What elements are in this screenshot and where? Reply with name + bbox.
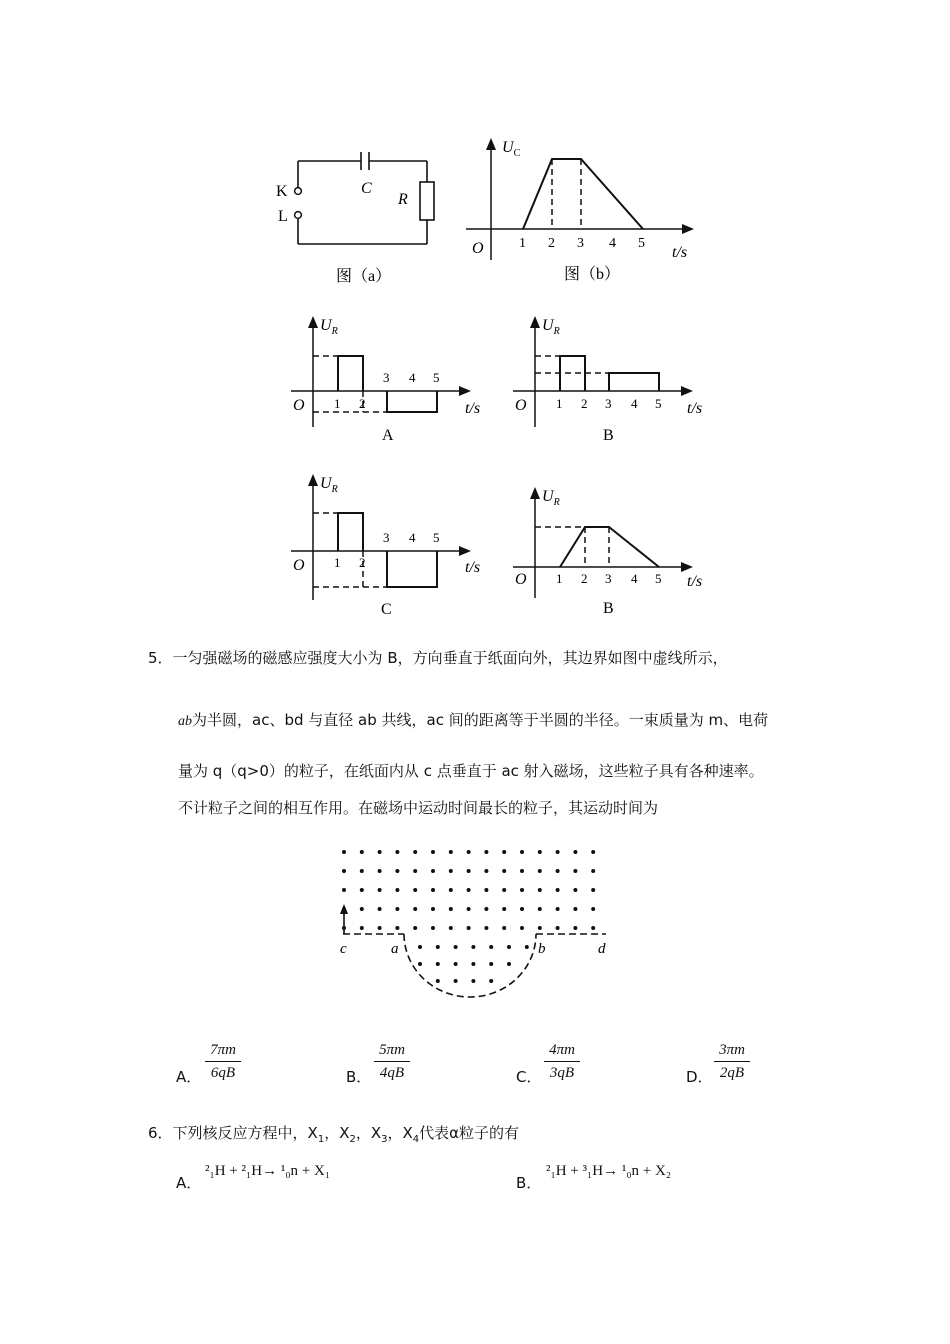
graph-a-tick-4: 4 (409, 370, 416, 385)
q6-x1-sub: 1 (317, 1134, 325, 1145)
field-dot (556, 869, 560, 873)
field-dot (436, 962, 440, 966)
graph-b-origin: O (515, 397, 527, 414)
field-dot (573, 907, 577, 911)
field-dot (484, 850, 488, 854)
field-dot (413, 907, 417, 911)
q5-arc-label: ab (178, 714, 192, 729)
graph-a-tick-1: 1 (334, 396, 341, 411)
graph-a-y-label: $U_R$ (320, 317, 338, 337)
field-dot (360, 926, 364, 930)
field-dot (467, 869, 471, 873)
q5-label-d: d (598, 941, 606, 957)
tick-4: 4 (609, 236, 616, 251)
field-dot (520, 888, 524, 892)
graph-a-tick-5: 5 (433, 370, 440, 385)
field-dot (431, 850, 435, 854)
q6-choice-a-equation: ²₁H + ²₁H→ ¹₀n + X₁ (205, 1163, 331, 1179)
field-dot (591, 869, 595, 873)
field-dot (507, 962, 511, 966)
field-dot (378, 850, 382, 854)
field-dot (484, 869, 488, 873)
field-dot (413, 850, 417, 854)
field-dot (520, 926, 524, 930)
graph-d-tick-1: 1 (556, 571, 563, 586)
graph-a-label: A (382, 427, 394, 444)
graph-b-tick-2: 2 (581, 396, 588, 411)
label-c: C (361, 180, 372, 197)
figure-a-circuit (270, 140, 440, 285)
q5-choice-b[interactable]: B． (346, 1068, 372, 1086)
field-dot (573, 869, 577, 873)
graph-d-tick-2: 2 (581, 571, 588, 586)
field-dot (413, 888, 417, 892)
field-dot (591, 850, 595, 854)
q5-line1-text: 一匀强磁场的磁感应强度大小为 B，方向垂直于纸面向外，其边界如图中虚线所示， (172, 649, 728, 667)
field-dot (502, 907, 506, 911)
tick-5: 5 (638, 236, 645, 251)
field-dot (484, 926, 488, 930)
field-dot (573, 926, 577, 930)
q5-line3: 量为 q（q>0）的粒子，在纸面内从 c 点垂直于 ac 射入磁场，这些粒子具有各种速率。 (178, 762, 764, 780)
q5-line4: 不计粒子之间的相互作用。在磁场中运动时间最长的粒子，其运动时间为 (178, 799, 659, 817)
graph-d-x-unit: t/s (687, 573, 703, 590)
option-graph-b (507, 312, 717, 447)
q5-choice-b-den: 4qB (379, 1065, 405, 1081)
field-dot (489, 945, 493, 949)
field-dot (520, 869, 524, 873)
caption-b: 图（b） (564, 266, 621, 283)
field-dot (360, 869, 364, 873)
label-r: R (398, 191, 408, 208)
field-dot (395, 926, 399, 930)
label-l: L (278, 208, 288, 225)
field-dot (538, 907, 542, 911)
field-dot (449, 850, 453, 854)
field-dot (360, 850, 364, 854)
field-dot (520, 907, 524, 911)
q6-x2-sub: 2 (349, 1134, 356, 1145)
field-dot (378, 926, 382, 930)
q5-choice-b-fraction (372, 1042, 412, 1082)
field-dot (360, 888, 364, 892)
field-dot (520, 850, 524, 854)
graph-c-tick-5: 5 (433, 530, 440, 545)
field-dot (378, 869, 382, 873)
field-dot (360, 907, 364, 911)
field-dot (431, 869, 435, 873)
field-dots (342, 850, 595, 983)
field-dot (502, 850, 506, 854)
q6-number: 6． (148, 1124, 173, 1142)
axis-origin: O (472, 240, 484, 257)
field-dot (395, 888, 399, 892)
field-dot (538, 850, 542, 854)
field-dot (591, 888, 595, 892)
field-dot (418, 962, 422, 966)
graph-b-x-unit: t/s (687, 400, 703, 417)
field-dot (573, 888, 577, 892)
tick-2: 2 (548, 236, 555, 251)
q5-choice-c[interactable]: C． (516, 1068, 542, 1086)
field-dot (467, 850, 471, 854)
q5-choice-b-num: 5πm (379, 1042, 405, 1058)
tick-1: 1 (519, 236, 526, 251)
graph-b-tick-1: 1 (556, 396, 563, 411)
figure-b-graph (460, 130, 700, 290)
graph-a-tick-2: 2 (359, 396, 366, 411)
graph-c-tick-3: 3 (383, 530, 390, 545)
graph-b-tick-4: 4 (631, 396, 638, 411)
field-dot (502, 888, 506, 892)
field-dot (538, 926, 542, 930)
field-dot (378, 888, 382, 892)
q5-line2-text: 为半圆，ac、bd 与直径 ab 共线，ac 间的距离等于半圆的半径。一束质量为 m、电荷 (192, 711, 769, 729)
field-dot (436, 979, 440, 983)
field-dot (538, 888, 542, 892)
graph-d-origin: O (515, 571, 527, 588)
q5-choice-a[interactable]: A． (176, 1068, 202, 1086)
field-dot (449, 907, 453, 911)
graph-b-tick-3: 3 (605, 396, 612, 411)
field-dot (471, 945, 475, 949)
graph-d-y-label: $U_R$ (542, 488, 560, 508)
option-graph-c (285, 470, 495, 620)
graph-c-label: C (381, 601, 392, 618)
field-dot (395, 907, 399, 911)
graph-b-tick-5: 5 (655, 396, 662, 411)
field-dot (525, 945, 529, 949)
field-dot (484, 888, 488, 892)
q5-label-c: c (340, 941, 347, 957)
q5-label-b: b (538, 941, 546, 957)
field-dot (454, 979, 458, 983)
q5-line1 (148, 651, 728, 666)
field-dot (502, 869, 506, 873)
field-dot (467, 907, 471, 911)
q6-x4-sub: 4 (412, 1134, 420, 1145)
q6-stem-post: 代表α粒子的有 (419, 1124, 520, 1142)
field-dot (573, 850, 577, 854)
field-dot (413, 926, 417, 930)
graph-d-tick-3: 3 (605, 571, 612, 586)
field-dot (395, 869, 399, 873)
field-dot (431, 926, 435, 930)
q5-choice-c-fraction (542, 1042, 582, 1082)
field-dot (538, 869, 542, 873)
graph-b-y-label: $U_R$ (542, 317, 560, 337)
option-graph-d (507, 483, 717, 618)
field-dot (449, 926, 453, 930)
q6-stem-pre: 下列核反应方程中，X (172, 1124, 318, 1142)
graph-a-x-unit: t/s (465, 400, 481, 417)
field-dot (342, 888, 346, 892)
field-dot (454, 945, 458, 949)
field-dot (436, 945, 440, 949)
q5-choice-d-fraction (712, 1042, 752, 1082)
field-dot (454, 962, 458, 966)
field-dot (556, 888, 560, 892)
q5-choice-d[interactable]: D． (686, 1068, 713, 1086)
field-dot (418, 945, 422, 949)
option-graph-a (285, 312, 495, 447)
field-dot (502, 926, 506, 930)
field-dot (556, 926, 560, 930)
graph-c-x-unit: t/s (465, 559, 481, 576)
field-dot (449, 869, 453, 873)
q5-choice-c-den: 3qB (549, 1065, 575, 1081)
field-dot (484, 907, 488, 911)
q5-choice-d-den: 2qB (719, 1065, 745, 1081)
graph-a-origin: O (293, 397, 305, 414)
field-dot (556, 850, 560, 854)
q5-field-diagram (330, 838, 620, 1008)
graph-a-tick-3: 3 (383, 370, 390, 385)
field-dot (378, 907, 382, 911)
q6-choice-a[interactable]: A． (176, 1174, 202, 1192)
graph-c-tick-1: 1 (334, 555, 341, 570)
field-dot (413, 869, 417, 873)
q5-number: 5． (148, 649, 173, 667)
field-dot (489, 962, 493, 966)
label-k: K (276, 183, 288, 200)
field-dot (431, 907, 435, 911)
field-dot (467, 926, 471, 930)
field-dot (449, 888, 453, 892)
graph-c-tick-4: 4 (409, 530, 416, 545)
graph-b-label: B (603, 427, 614, 444)
q6-choice-b-equation: ²₁H + ³₁H→ ¹₀n + X₂ (546, 1163, 672, 1179)
field-dot (507, 945, 511, 949)
field-dot (342, 850, 346, 854)
axis-x-unit: t/s (672, 244, 688, 261)
field-dot (591, 907, 595, 911)
field-dot (431, 888, 435, 892)
graph-d-label: B (603, 600, 614, 617)
caption-a: 图（a） (336, 268, 392, 285)
field-dot (342, 869, 346, 873)
q5-choice-a-fraction (203, 1042, 243, 1082)
q5-choice-c-num: 4πm (549, 1042, 575, 1058)
graph-c-tick-2: 2 (359, 555, 366, 570)
q5-choice-d-num: 3πm (719, 1042, 745, 1058)
field-dot (556, 907, 560, 911)
axis-y-label: $U_C$ (502, 139, 521, 159)
graph-c-y-label: $U_R$ (320, 475, 338, 495)
q6-stem: 6．下列核反应方程中，$X_1$，$X_2$，$X_3$，$X_4$代表α粒子的有 (148, 1124, 520, 1145)
graph-d-tick-5: 5 (655, 571, 662, 586)
field-dot (471, 962, 475, 966)
field-dot (395, 850, 399, 854)
graph-d-tick-4: 4 (631, 571, 638, 586)
q5-choice-a-num: 7πm (210, 1042, 236, 1058)
q5-line2 (178, 713, 768, 729)
tick-3: 3 (577, 236, 584, 251)
q6-x3-sub: 3 (381, 1134, 388, 1145)
field-dot (591, 926, 595, 930)
graph-c-origin: O (293, 557, 305, 574)
field-dot (467, 888, 471, 892)
q6-choice-b[interactable]: B． (516, 1174, 542, 1192)
q5-choice-a-den: 6qB (210, 1065, 236, 1081)
q5-label-a: a (391, 941, 399, 957)
field-dot (489, 979, 493, 983)
field-dot (471, 979, 475, 983)
